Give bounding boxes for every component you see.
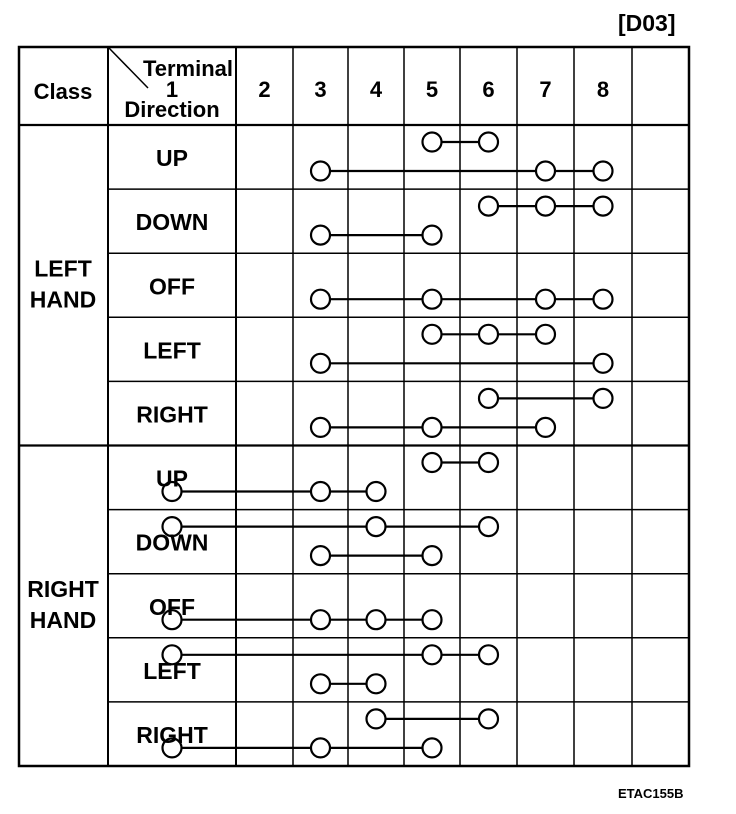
terminal-5-contact — [423, 325, 442, 344]
terminal-5-contact — [423, 226, 442, 245]
terminal-3-contact — [311, 738, 330, 757]
terminal-3-contact — [311, 226, 330, 245]
terminal-8-contact — [594, 290, 613, 309]
terminal-6-header: 6 — [482, 77, 495, 102]
terminal-5-header: 5 — [425, 77, 439, 102]
terminal-7-contact — [536, 418, 555, 437]
terminal-5-contact — [423, 133, 442, 152]
terminal-1-header: 1 — [165, 77, 179, 102]
terminal-3-contact — [311, 418, 330, 437]
terminal-7-contact — [536, 325, 555, 344]
class-name-1: HAND — [29, 606, 97, 633]
terminal-3-contact — [311, 162, 330, 181]
terminal-7-contact — [536, 290, 555, 309]
terminal-8-contact — [594, 389, 613, 408]
terminal-6-contact — [479, 197, 498, 216]
terminal-4-contact — [367, 709, 386, 728]
terminal-3-header: 3 — [314, 77, 327, 102]
direction-label: DOWN — [135, 209, 209, 236]
terminal-7-contact — [536, 197, 555, 216]
terminal-5-contact — [423, 290, 442, 309]
terminal-header: Terminal — [142, 56, 233, 81]
terminal-4-contact — [367, 674, 386, 693]
class-name-1: RIGHT — [27, 575, 99, 602]
terminal-8-contact — [594, 162, 613, 181]
terminal-2-header: 2 — [258, 77, 271, 102]
terminal-6-contact — [479, 389, 498, 408]
direction-header: Direction — [124, 97, 220, 122]
class-name-0: LEFT — [34, 255, 92, 282]
terminal-3-contact — [311, 610, 330, 629]
terminal-3-contact — [311, 354, 330, 373]
terminal-3-contact — [311, 482, 330, 501]
diagram-code: [D03] — [618, 10, 676, 36]
direction-label: LEFT — [143, 337, 201, 364]
direction-label: LEFT — [143, 657, 201, 684]
terminal-4-header: 4 — [369, 77, 383, 102]
terminal-5-contact — [423, 453, 442, 472]
class-header: Class — [33, 79, 93, 104]
direction-label: UP — [156, 145, 188, 172]
table-border — [19, 47, 689, 766]
terminal-4-contact — [367, 482, 386, 501]
terminal-5-contact — [423, 610, 442, 629]
terminal-5-contact — [423, 738, 442, 757]
direction-label: RIGHT — [136, 721, 208, 748]
terminal-4-contact — [367, 610, 386, 629]
direction-label: UP — [156, 465, 188, 492]
terminal-8-header: 8 — [596, 77, 610, 102]
terminal-3-contact — [311, 546, 330, 565]
terminal-3-contact — [311, 674, 330, 693]
terminal-5-contact — [423, 546, 442, 565]
direction-label: RIGHT — [136, 401, 208, 428]
class-name-0: HAND — [29, 286, 97, 313]
direction-label: OFF — [149, 593, 195, 620]
terminal-6-contact — [479, 645, 498, 664]
terminal-6-contact — [479, 709, 498, 728]
terminal-7-header: 7 — [539, 77, 552, 102]
terminal-5-contact — [423, 645, 442, 664]
terminal-5-contact — [423, 418, 442, 437]
terminal-6-contact — [479, 453, 498, 472]
terminal-3-contact — [311, 290, 330, 309]
terminal-6-contact — [479, 133, 498, 152]
terminal-8-contact — [594, 197, 613, 216]
figure-code: ETAC155B — [618, 786, 684, 801]
terminal-6-contact — [479, 325, 498, 344]
terminal-4-contact — [367, 517, 386, 536]
terminal-8-contact — [594, 354, 613, 373]
terminal-7-contact — [536, 162, 555, 181]
direction-label: OFF — [149, 273, 195, 300]
terminal-6-contact — [479, 517, 498, 536]
direction-label: DOWN — [135, 529, 209, 556]
